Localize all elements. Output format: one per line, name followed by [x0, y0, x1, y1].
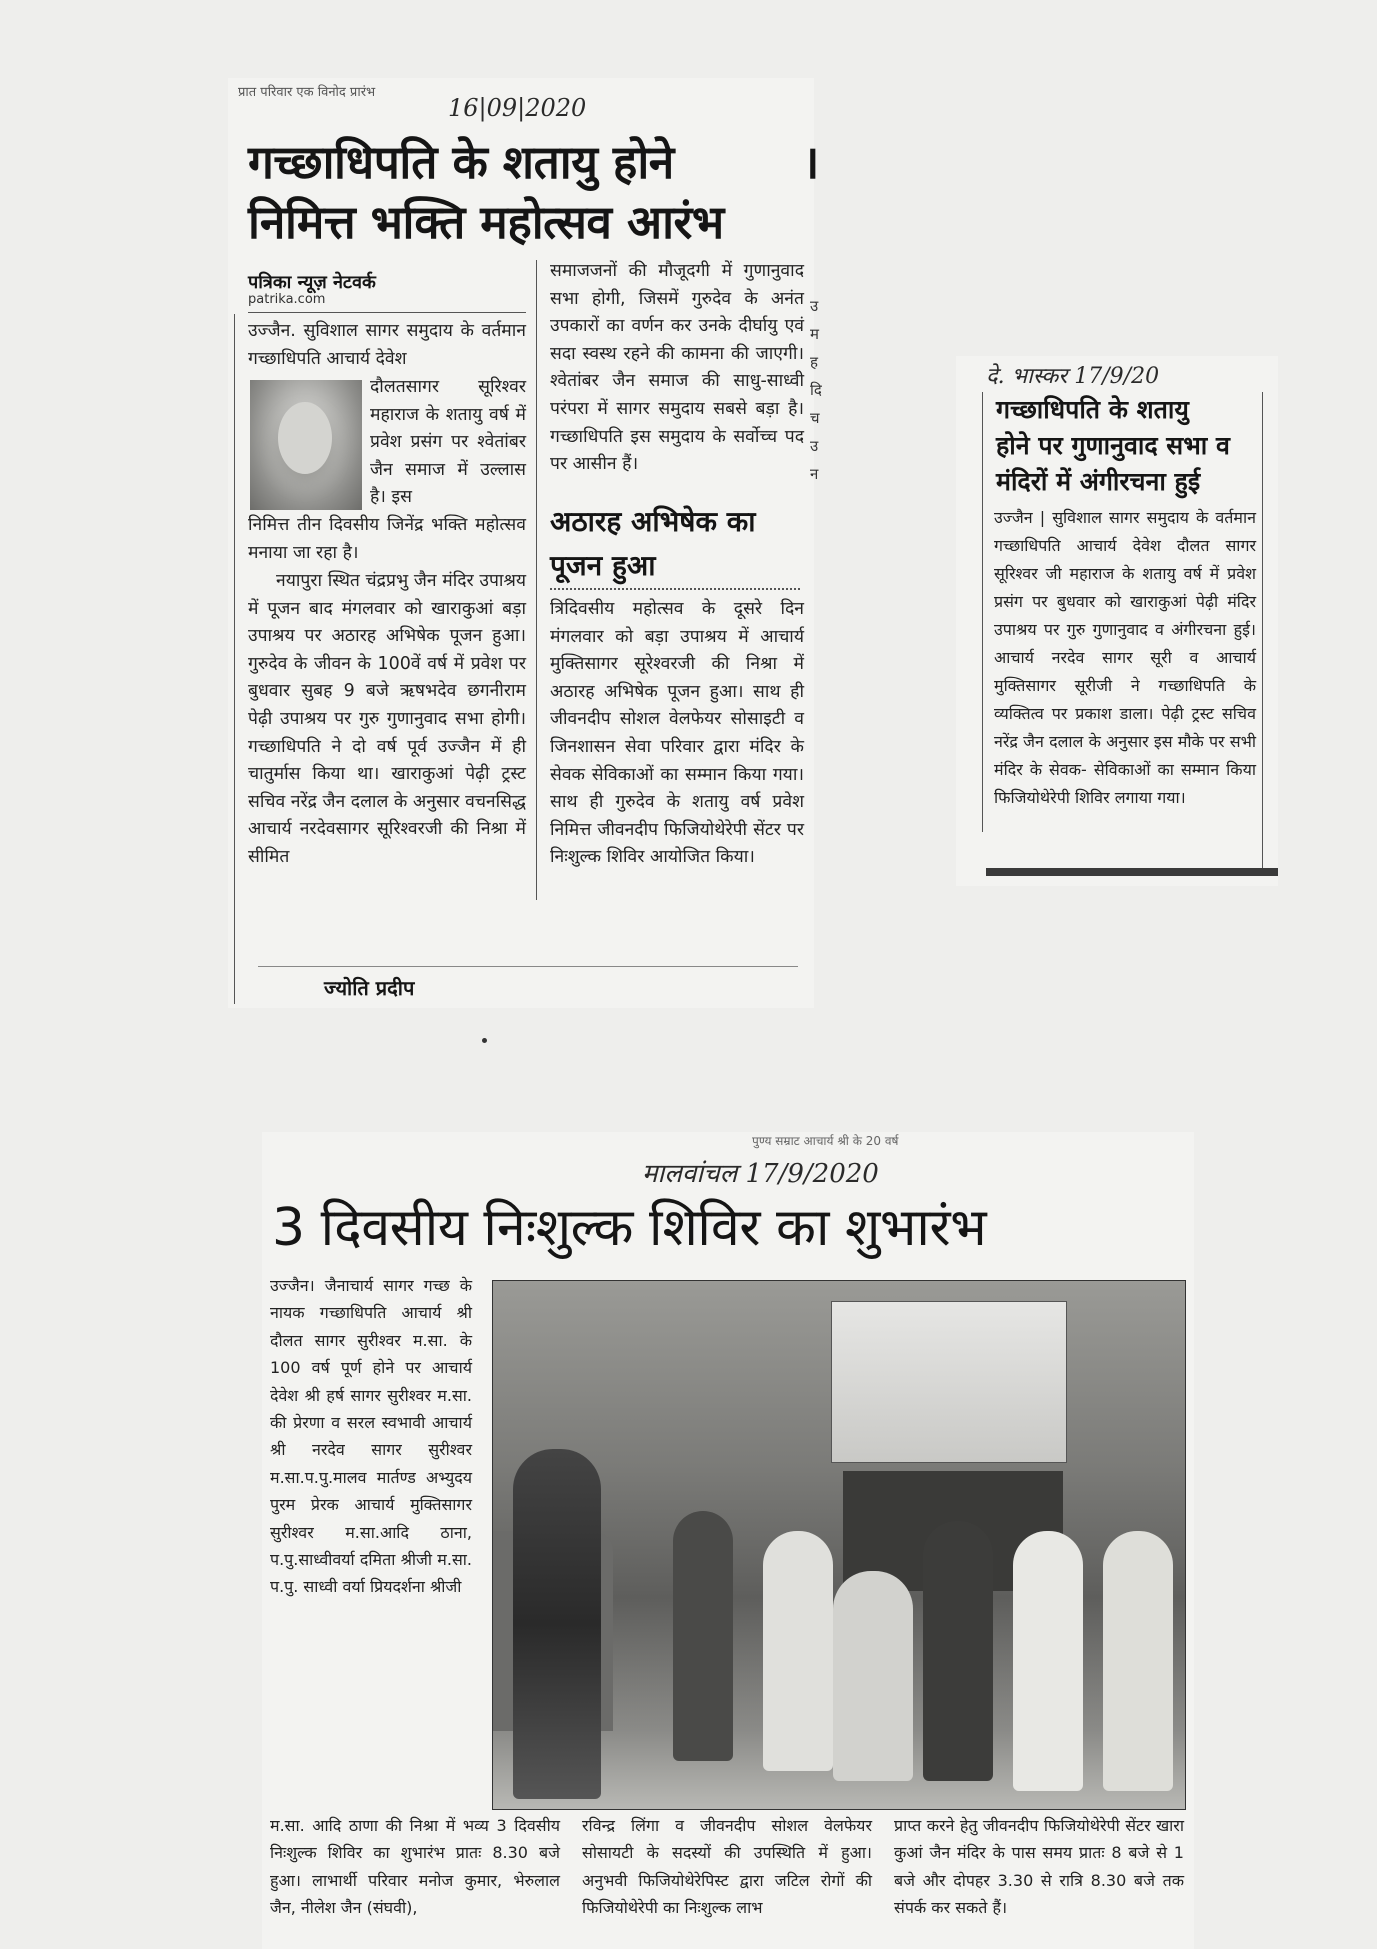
handwritten-date: दे. भास्कर 17/9/20: [986, 364, 1160, 389]
event-photo: [492, 1280, 1186, 1810]
byline: पत्रिका न्यूज़ नेटवर्क: [248, 272, 376, 293]
subhead-line-1: अठारह अभिषेक का: [550, 505, 756, 538]
bottom-col-1: म.सा. आदि ठाणा की निश्रा में भव्य 3 दिवसीय निःशुल्क शिविर का शुभारंभ प्रातः 8.30 बजे हुआ। लाभार्थी परिवार मनोज कुमार, भेरुलाल जैन, नीलेश जैन (संघवी),: [270, 1816, 560, 1918]
left-rule: [982, 392, 983, 832]
photo-person-2: [673, 1511, 733, 1761]
headline: 3 दिवसीय निःशुल्क शिविर का शुभारंभ: [272, 1198, 987, 1258]
photo-person-7: [1103, 1531, 1173, 1791]
portrait-photo: [250, 380, 362, 510]
subhead-line-2: पूजन हुआ: [550, 549, 656, 582]
column-rule-left: [234, 314, 235, 1004]
headline-line-3: मंदिरों में अंगीरचना हुई: [996, 467, 1201, 496]
headline-line-1: गच्छाधिपति के शतायु होने: [248, 135, 674, 189]
clipping-patrika: [228, 78, 822, 1008]
photo-banner: [831, 1301, 1067, 1463]
bottom-col-2: रविन्द्र लिंगा व जीवनदीप सोशल वेलफेयर सोसायटी के सदस्यों की उपस्थिति में हुआ। अनुभवी फिजियोथेरेपिस्ट द्वारा जटिल रोगों की फिजियोथेरेपी का निःशुल्क लाभ: [582, 1816, 872, 1918]
article-body: उज्जैन | सुविशाल सागर समुदाय के वर्तमान गच्छाधिपति आचार्य देवेश दौलत सागर सूरिश्वर जी महाराज के शतायु वर्ष में प्रवेश प्रसंग पर बुधवार को खाराकुआं पेढ़ी मंदिर उपाश्रय पर गुरु गुणानुवाद व अंगीरचना हुई। आचार्य नरदेव सागर सूरी व आचार्य मुक्तिसागर सूरीजी ने गच्छाधिपति के व्यक्तित्व पर प्रकाश डाला। पेढ़ी ट्रस्ट सचिव नरेंद्र जैन दलाल के अनुसार इस मौके पर सभी मंदिर के सेवक- सेविकाओं का सम्मान किया फिजियोथेरेपी शिविर लगाया गया।: [994, 508, 1256, 807]
photo-person-4: [833, 1571, 913, 1781]
clipping-malwanchal: [262, 1132, 1194, 1949]
col1-para1-end: निमित्त तीन दिवसीय जिनेंद्र भक्ति महोत्सव मनाया जा रहा है।: [248, 515, 526, 563]
face-shape: [278, 402, 332, 474]
headline-line-2: होने पर गुणानुवाद सभा व: [996, 431, 1230, 460]
subhead-dotted-rule: [550, 588, 800, 590]
headline-line-2: निमित्त भक्ति महोत्सव आरंभ: [248, 195, 724, 249]
stray-dot: [482, 1038, 487, 1043]
byline-site: patrika.com: [248, 292, 326, 307]
bottom-bar: [986, 868, 1278, 876]
handwritten-date: 16|09|2020: [448, 94, 587, 122]
col2-para2: त्रिदिवसीय महोत्सव के दूसरे दिन मंगलवार को बड़ा उपाश्रय में आचार्य मुक्तिसागर सूरेश्वरजी की निश्रा में अठारह अभिषेक पूजन हुआ। साथ ही जीवनदीप सोशल वेलफेयर सोसाइटी व जिनशासन सेवा परिवार द्वारा मंदिर के सेवक सेविकाओं का सम्मान किया गया। साथ ही गुरुदेव के शतायु वर्ष प्रवेश निमित्त जीवनदीप फिजियोथेरेपी सेंटर पर निःशुल्क शिविर आयोजित किया।: [550, 599, 804, 868]
photo-person-1: [513, 1449, 601, 1799]
left-column-text: उज्जैन। जैनाचार्य सागर गच्छ के नायक गच्छाधिपति आचार्य श्री दौलत सागर सुरीश्वर म.सा. के 100 वर्ष पूर्ण होने पर आचार्य देवेश श्री हर्ष सागर सुरीश्वर म.सा. की प्रेरणा व सरल स्वभावी आचार्य श्री नरदेव सागर सुरीश्वर म.सा.प.पु.मालव मार्तण्ड अभ्युदय पुरम प्रेरक आचार्य मुक्तिसागर सुरीश्वर म.सा.आदि ठाना, प.पु.साध्वीवर्या दमिता श्रीजी म.सा. प.पु. साध्वी वर्या प्रियदर्शना श्रीजी: [270, 1276, 472, 1597]
photo-person-5: [923, 1521, 993, 1781]
column-rule-mid: [536, 260, 537, 900]
right-rule: [1262, 392, 1263, 870]
footer-rule: [258, 966, 798, 967]
handwritten-date: मालवांचल 17/9/2020: [642, 1159, 879, 1189]
masthead-fragment: प्रात परिवार एक विनोद प्रारंभ: [238, 85, 376, 100]
byline-rule: [248, 312, 526, 313]
photo-person-3: [763, 1531, 833, 1771]
col1-para2: नयापुरा स्थित चंद्रप्रभु जैन मंदिर उपाश्रय में पूजन बाद मंगलवार को खाराकुआं बड़ा उपाश्रय पर अठारह अभिषेक पूजन हुआ। गुरुदेव के जीवन के 100वें वर्ष में प्रवेश पर बुधवार सुबह 9 बजे ऋषभदेव छगनीराम पेढ़ी उपाश्रय पर गुरु गुणानुवाद सभा होगी। गच्छाधिपति ने दो वर्ष पूर्व उज्जैन में ही चातुर्मास किया था। खाराकुआं पेढ़ी ट्रस्ट सचिव नरेंद्र जैन दलाल के अनुसार वचनसिद्ध आचार्य नरदेवसागर सूरिश्वरजी की निश्रा में सीमित: [248, 571, 526, 867]
top-fragment: पुण्य सम्राट आचार्य श्री के 20 वर्ष: [752, 1134, 899, 1148]
col2-para1: समाजजनों की मौजूदगी में गुणानुवाद सभा होगी, जिसमें गुरुदेव के अनंत उपकारों का वर्णन कर उनके दीर्घायु एवं सदा स्वस्थ रहने की कामना की जाएगी। श्वेतांबर जैन समाज की साधु-साध्वी परंपरा में सागर समुदाय सबसे बड़ा है। गच्छाधिपति इस समुदाय के सर्वोच्च पद पर आसीन हैं।: [550, 261, 804, 475]
col1-wrap-text: दौलतसागर सूरिश्वर महाराज के शतायु वर्ष में प्रवेश प्रसंग पर श्वेतांबर जैन समाज में उल्लास है। इस: [370, 377, 526, 508]
bottom-col-3: प्राप्त करने हेतु जीवनदीप फिजियोथेरेपी सेंटर खारा कुआं जैन मंदिर के पास समय प्रातः 8 बजे से 1 बजे और दोपहर 3.30 से रात्रि 8.30 बजे तक संपर्क कर सकते हैं।: [894, 1816, 1184, 1918]
col1-para1: उज्जैन. सुविशाल सागर समुदाय के वर्तमान गच्छाधिपति आचार्य देवेश: [248, 321, 526, 369]
photo-person-6: [1013, 1531, 1083, 1791]
headline-line-1: गच्छाधिपति के शतायु: [996, 395, 1189, 424]
footer-fragment: ज्योति प्रदीप: [324, 976, 415, 1000]
edge-column-fragment: उ म ह दि च उ न: [810, 297, 822, 483]
clipping-bhaskar: [956, 356, 1278, 886]
edge-fragment-1: ।: [802, 135, 820, 189]
